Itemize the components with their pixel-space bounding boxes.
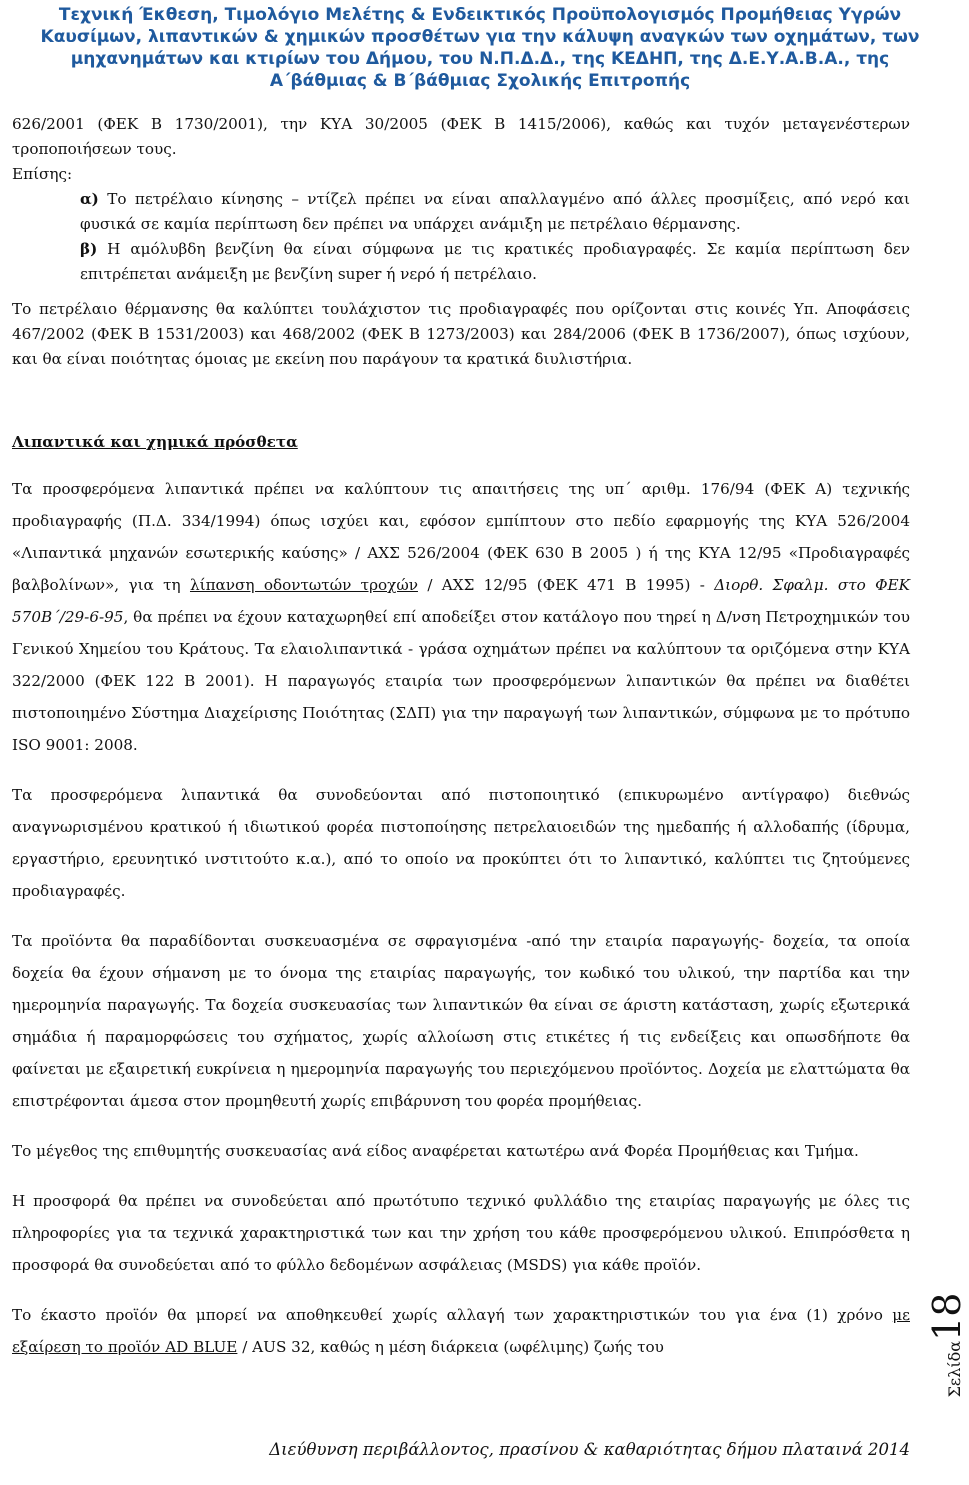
paragraph-lubricants (12, 473, 910, 761)
document-footer: Διεύθυνση περιβάλλοντος, πρασίνου & καθαριότητας δήμου πλαταινά 2014 (269, 1440, 910, 1459)
italic-text: Διορθ. Σφαλμ. στο ΦΕΚ 570Β΄/29-6-95 (12, 576, 910, 626)
paragraph-regulations: 626/2001 (ΦΕΚ Β 1730/2001), την ΚΥΑ 30/2005 (ΦΕΚ Β 1415/2006), καθώς και τυχόν μεταγενέστερων τροποποιήσεων τους. (12, 115, 910, 158)
list-item-a (12, 187, 910, 237)
paragraph-packaging: Τα προϊόντα θα παραδίδονται συσκευασμένα σε σφραγισμένα -από την εταιρία παραγωγής- δοχεία, τα οποία δοχεία θα έχουν σήμανση με το όνομα της εταιρίας παραγωγής, τον κωδικό του υλικού, την παρτίδα και την ημερομηνία παραγωγής. Τα δοχεία συσκευασίας των λιπαντικών θα είναι σε άριστη κατάσταση, χωρίς εξωτερικά σημάδια ή παραμορφώσεις του σχήματος, χωρίς αλλοίωση στις ετικέτες ή τις ενδείξεις και οπωσδήποτε θα φαίνεται με εξαιρετική ευκρίνεια η ημερομηνία παραγωγής του περιεχόμενου προϊόντος. Δοχεία με ελαττώματα θα επιστρέφονται άμεσα στον προμηθευτή χωρίς επιβάρυνση του φορέα προμήθειας. (12, 932, 910, 1110)
page-number-rotated (925, 1293, 969, 1398)
text-run: / ΑΧΣ 12/95 (ΦΕΚ 471 Β 1995) - (417, 576, 715, 594)
text-run: / AUS 32, καθώς η μέση διάρκεια (ωφέλιμης) ζωής του (237, 1338, 664, 1356)
text-run: Τα προσφερόμενα λιπαντικά πρέπει να καλύπτουν τις απαιτήσεις της υπ΄ αριθμ. 176/94 (ΦΕΚ Α) τεχνικής προδιαγραφής (Π.Δ. 334/1994) όπως ισχύει και, εφόσον εμπίπτουν στο πεδίο εφαρμογής της ΚΥΑ 526/2004 «Λιπαντικά μηχανών εσωτερικής καύσης» / ΑΧΣ 526/2004 (ΦΕΚ 630 Β 2005 ) ή της ΚΥΑ 12/95 «Προδιαγραφές βαλβολίνων», για τη (12, 480, 910, 594)
paragraph-package-size: Το μέγεθος της επιθυμητής συσκευασίας ανά είδος αναφέρεται κατωτέρω ανά Φορέα Προμήθειας και Τμήμα. (12, 1142, 859, 1160)
list-text-b: Η αμόλυβδη βενζίνη θα είναι σύμφωνα με τις κρατικές προδιαγραφές. Σε καμία περίπτωση δεν επιτρέπεται ανάμειξη με βενζίνη super ή νερό ή πετρέλαιο. (80, 240, 910, 283)
list-marker-a: α) (80, 190, 99, 208)
paragraph-technical-sheet: Η προσφορά θα πρέπει να συνοδεύεται από πρωτότυπο τεχνικό φυλλάδιο της εταιρίας παραγωγής με όλες τις πληροφορίες για τα τεχνικά χαρακτηριστικά των και την χρήση του κάθε προσφερόμενου υλικού. Επιπρόσθετα η προσφορά θα συνοδεύεται από το φύλλο δεδομένων ασφάλειας (MSDS) για κάθε προϊόν. (12, 1192, 910, 1274)
document-body (12, 112, 910, 1363)
underlined-text: λίπανση οδοντωτών τροχών (189, 576, 418, 594)
paragraph-heating-oil: Το πετρέλαιο θέρμανσης θα καλύπτει τουλάχιστον τις προδιαγραφές που ορίζονται στις κοινές Υπ. Αποφάσεις 467/2002 (ΦΕΚ Β 1531/2003) και 468/2002 (ΦΕΚ Β 1273/2003) και 284/2006 (ΦΕΚ Β 1736/2007), όπως ισχύουν, και θα είναι ποιότητας όμοιας με εκείνη που παράγουν τα κρατικά διυλιστήρια. (12, 300, 910, 368)
page-number: 18 (925, 1292, 969, 1341)
header-line: Καυσίμων, λιπαντικών & χημικών προσθέτων για την κάλυψη αναγκών των οχημάτων, των (40, 27, 920, 47)
header-line: Α΄βάθμιας & Β΄βάθμιας Σχολικής Επιτροπής (269, 71, 691, 91)
page-number-box (925, 1270, 969, 1420)
list-item-b (12, 237, 910, 287)
list-marker-b: β) (80, 240, 98, 258)
list-text-a: Το πετρέλαιο κίνησης – ντίζελ πρέπει να είναι απαλλαγμένο από άλλες προσμίξεις, από νερό και φυσικά σε καμία περίπτωση δεν πρέπει να υπάρχει ανάμιξη με πετρέλαιο θέρμανσης. (80, 190, 910, 233)
section-heading: Λιπαντικά και χημικά πρόσθετα (12, 433, 298, 451)
text-run: , θα πρέπει να έχουν καταχωρηθεί επί αποδείξει στον κατάλογο που τηρεί η Δ/νση Πετροχημικών του Γενικού Χημείου του Κράτους. Τα ελαιολιπαντικά - γράσα οχημάτων πρέπει να καλύπτουν τα οριζόμενα στην ΚΥΑ 322/2000 (ΦΕΚ 122 Β 2001). Η παραγωγός εταιρία των προσφερόμενων λιπαντικών θα πρέπει να διαθέτει πιστοποιημένο Σύστημα Διαχείρισης Ποιότητας (ΣΔΠ) για την παραγωγή των λιπαντικών, σύμφωνα με το πρότυπο ISO 9001: 2008. (12, 608, 910, 754)
header-line: μηχανημάτων και κτιρίων του Δήμου, του Ν.Π.Δ.Δ., της ΚΕΔΗΠ, της Δ.Ε.Υ.Α.Β.Α., της (70, 49, 890, 69)
document-header (0, 4, 960, 92)
paragraph-certificate: Τα προσφερόμενα λιπαντικά θα συνοδεύονται από πιστοποιητικό (επικυρωμένο αντίγραφο) διεθνώς αναγνωρισμένου κρατικού ή ιδιωτικού φορέα πιστοποίησης πετρελαιοειδών της ημεδαπής ή αλλοδαπής (ίδρυμα, εργαστήριο, ερευνητικό ινστιτούτο κ.α.), από το οποίο να προκύπτει ότι το λιπαντικό, καλύπτει τις ζητούμενες προδιαγραφές. (12, 786, 910, 900)
header-line: Τεχνική Έκθεση, Τιμολόγιο Μελέτης & Ενδεικτικός Προϋπολογισμός Προμήθειας Υγρών (58, 5, 902, 25)
paragraph-storage (12, 1299, 910, 1363)
text-run: Το έκαστο προϊόν θα μπορεί να αποθηκευθεί χωρίς αλλαγή των χαρακτηριστικών του για ένα (1) χρόνο (12, 1306, 893, 1324)
paragraph-also: Επίσης: (12, 165, 73, 183)
page-label: Σελίδα (945, 1340, 964, 1398)
underlined-text: με εξαίρεση το προϊόν AD BLUE (12, 1306, 910, 1356)
